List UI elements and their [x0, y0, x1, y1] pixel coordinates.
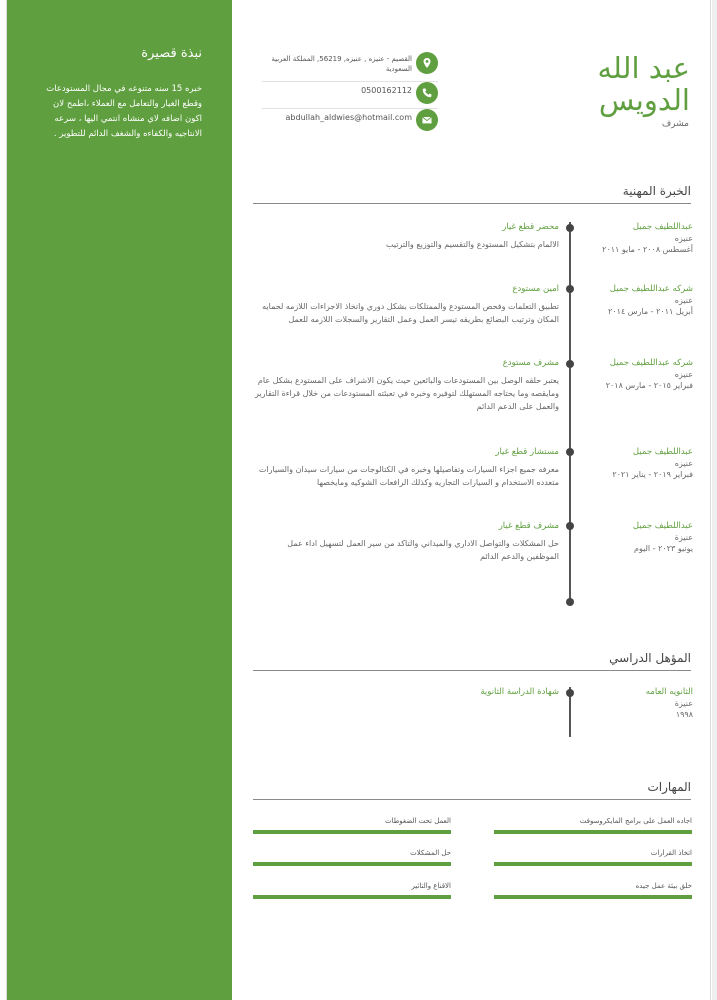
- job-dates: فبراير ٢٠١٥ - مارس ٢٠١٨: [605, 381, 693, 390]
- timeline-dot: [566, 689, 574, 697]
- job-description: يعتبر حلقه الوصل بين المستودعات والبائعين حيث يكون الاشراف على المستودع بشكل عام ومايقصه وما يحتاجه المستهلك لتوفيره وخبره في تعبئته المستودعات من خلال قراءة التقارير والعمل على الدعم الدائم: [255, 376, 559, 411]
- skill-label: اتخاذ القرارات: [650, 849, 692, 857]
- skill-bar: [494, 830, 692, 834]
- skill-bar: [494, 895, 692, 899]
- job-meta: [593, 283, 693, 317]
- job-location: عنيزه: [674, 296, 693, 305]
- name-line-2: الدويس: [598, 83, 690, 117]
- job-details: [253, 283, 559, 326]
- phone-icon: [416, 82, 438, 104]
- phone-text[interactable]: 0500162112: [361, 86, 412, 95]
- job-title: مشرف مستودع: [502, 358, 559, 368]
- skill-item: [253, 816, 451, 834]
- location-pin-icon: [416, 52, 438, 74]
- summary-text: خبره 15 سنه متنوعه في مجال المستودعات وقطع الغيار والتعامل مع العملاء ،اطمح لان اكون اضافه لاي منشاه انتمي اليها ، سرعه الانتاجيه والكفاءه والشغف الدائم للتطوير .: [46, 84, 202, 139]
- summary-title: نبذة قصيرة: [141, 46, 202, 61]
- job-title: مستشار قطع غيار: [495, 447, 559, 457]
- email-text[interactable]: abdullah_aldwies@hotmail.com: [285, 113, 412, 122]
- job-dates: أغسطس ٢٠٠٨ - مايو ٢٠١١: [602, 245, 693, 254]
- timeline-dot: [566, 285, 574, 293]
- job-location: عنيزه: [674, 234, 693, 243]
- skill-item: [253, 848, 451, 866]
- job-details: [253, 446, 559, 489]
- job-meta: [593, 357, 693, 391]
- candidate-name: [570, 52, 690, 116]
- job-company: عبداللطيف جميل: [632, 447, 693, 457]
- skill-label: خلق بيئة عمل جيده: [635, 882, 692, 890]
- job-dates: أبريل ٢٠١١ - مارس ٢٠١٤: [608, 307, 693, 316]
- experience-title: الخبرة المهنية: [253, 184, 691, 204]
- job-location: عنيزة: [674, 533, 693, 542]
- email-icon: [416, 109, 438, 131]
- job-company: شركه عبداللطيف جميل: [609, 284, 693, 294]
- name-line-1: عبد الله: [597, 51, 690, 85]
- candidate-role: مشرف: [661, 119, 689, 129]
- job-meta: [593, 520, 693, 554]
- job-details: [253, 221, 559, 251]
- education-location: عنيزة: [674, 699, 693, 708]
- timeline-end-dot: [566, 598, 574, 606]
- experience-timeline: [569, 222, 571, 602]
- job-title: مشرف قطع غيار: [498, 521, 559, 531]
- skill-item: [494, 848, 692, 866]
- education-meta: [593, 686, 693, 720]
- education-school: الثانويه العامه: [645, 687, 693, 697]
- address-text: القصيم - عنيزه , عنيزه, 56219, المملكة العربية السعودية: [271, 55, 412, 73]
- skill-label: اجاده العمل على برامج المايكروسوفت: [579, 817, 692, 825]
- education-year: ١٩٩٨: [675, 710, 693, 719]
- skill-label: العمل تحت الضغوطات: [384, 817, 451, 825]
- skill-item: [494, 881, 692, 899]
- education-degree: شهادة الدراسة الثانوية: [480, 687, 559, 697]
- sidebar: [7, 0, 232, 1000]
- skill-bar: [253, 895, 451, 899]
- skill-label: حل المشكلات: [410, 849, 451, 857]
- contact-phone: [262, 82, 438, 109]
- job-company: عبداللطيف جميل: [632, 521, 693, 531]
- skill-bar: [253, 862, 451, 866]
- job-company: عبداللطيف جميل: [632, 222, 693, 232]
- job-details: [253, 520, 559, 563]
- job-location: عنيزه: [674, 370, 693, 379]
- page-shadow: [712, 0, 717, 1000]
- job-description: تطبيق التعلمات وفحص المستودع والممتلكات بشكل دوري واتخاذ الاجراءات اللازمه لحمايه المكان وترتيب البضائع بطريقه تيسر العمل وعمل التقارير والسجلات اللازمه للعمل: [262, 302, 559, 324]
- job-description: حل المشكلات والتواصل الاداري والميداني والتاكد من سير العمل لتسهيل اداء عمل الموظفين والدعم الدائم: [287, 539, 559, 561]
- skill-bar: [253, 830, 451, 834]
- education-details: [253, 686, 559, 703]
- timeline-dot: [566, 522, 574, 530]
- job-meta: [593, 446, 693, 480]
- job-details: [253, 357, 559, 413]
- skill-item: [494, 816, 692, 834]
- skill-item: [253, 881, 451, 899]
- job-company: شركه عبداللطيف جميل: [609, 358, 693, 368]
- timeline-dot: [566, 224, 574, 232]
- job-meta: [593, 221, 693, 255]
- timeline-dot: [566, 448, 574, 456]
- job-dates: فبراير ٢٠١٩ - يناير ٢٠٢١: [612, 470, 693, 479]
- contact-block: [262, 52, 438, 136]
- job-title: امين مستودع: [512, 284, 559, 294]
- contact-email: [262, 109, 438, 136]
- skill-label: الاقناع والتاثير: [411, 882, 451, 890]
- job-location: عنيزه: [674, 459, 693, 468]
- job-description: الالمام بتشكيل المستودع والتقسيم والتوزيع والترتيب: [385, 240, 559, 249]
- job-title: محضر قطع غيار: [502, 222, 559, 232]
- timeline-dot: [566, 360, 574, 368]
- skill-bar: [494, 862, 692, 866]
- job-dates: يونيو ٢٠٢٣ - اليوم: [633, 544, 693, 553]
- contact-address: [262, 52, 438, 82]
- skills-title: المهارات: [253, 780, 691, 800]
- education-title: المؤهل الدراسي: [253, 651, 691, 671]
- job-description: معرفه جميع اجزاء السيارات وتفاصيلها وخبره في الكتالوجات من سيارات سيدان والسيارات متعدده الاستخدام و السيارات التجاريه وكذلك الرافعات الشوكيه ومايخصها: [258, 465, 559, 487]
